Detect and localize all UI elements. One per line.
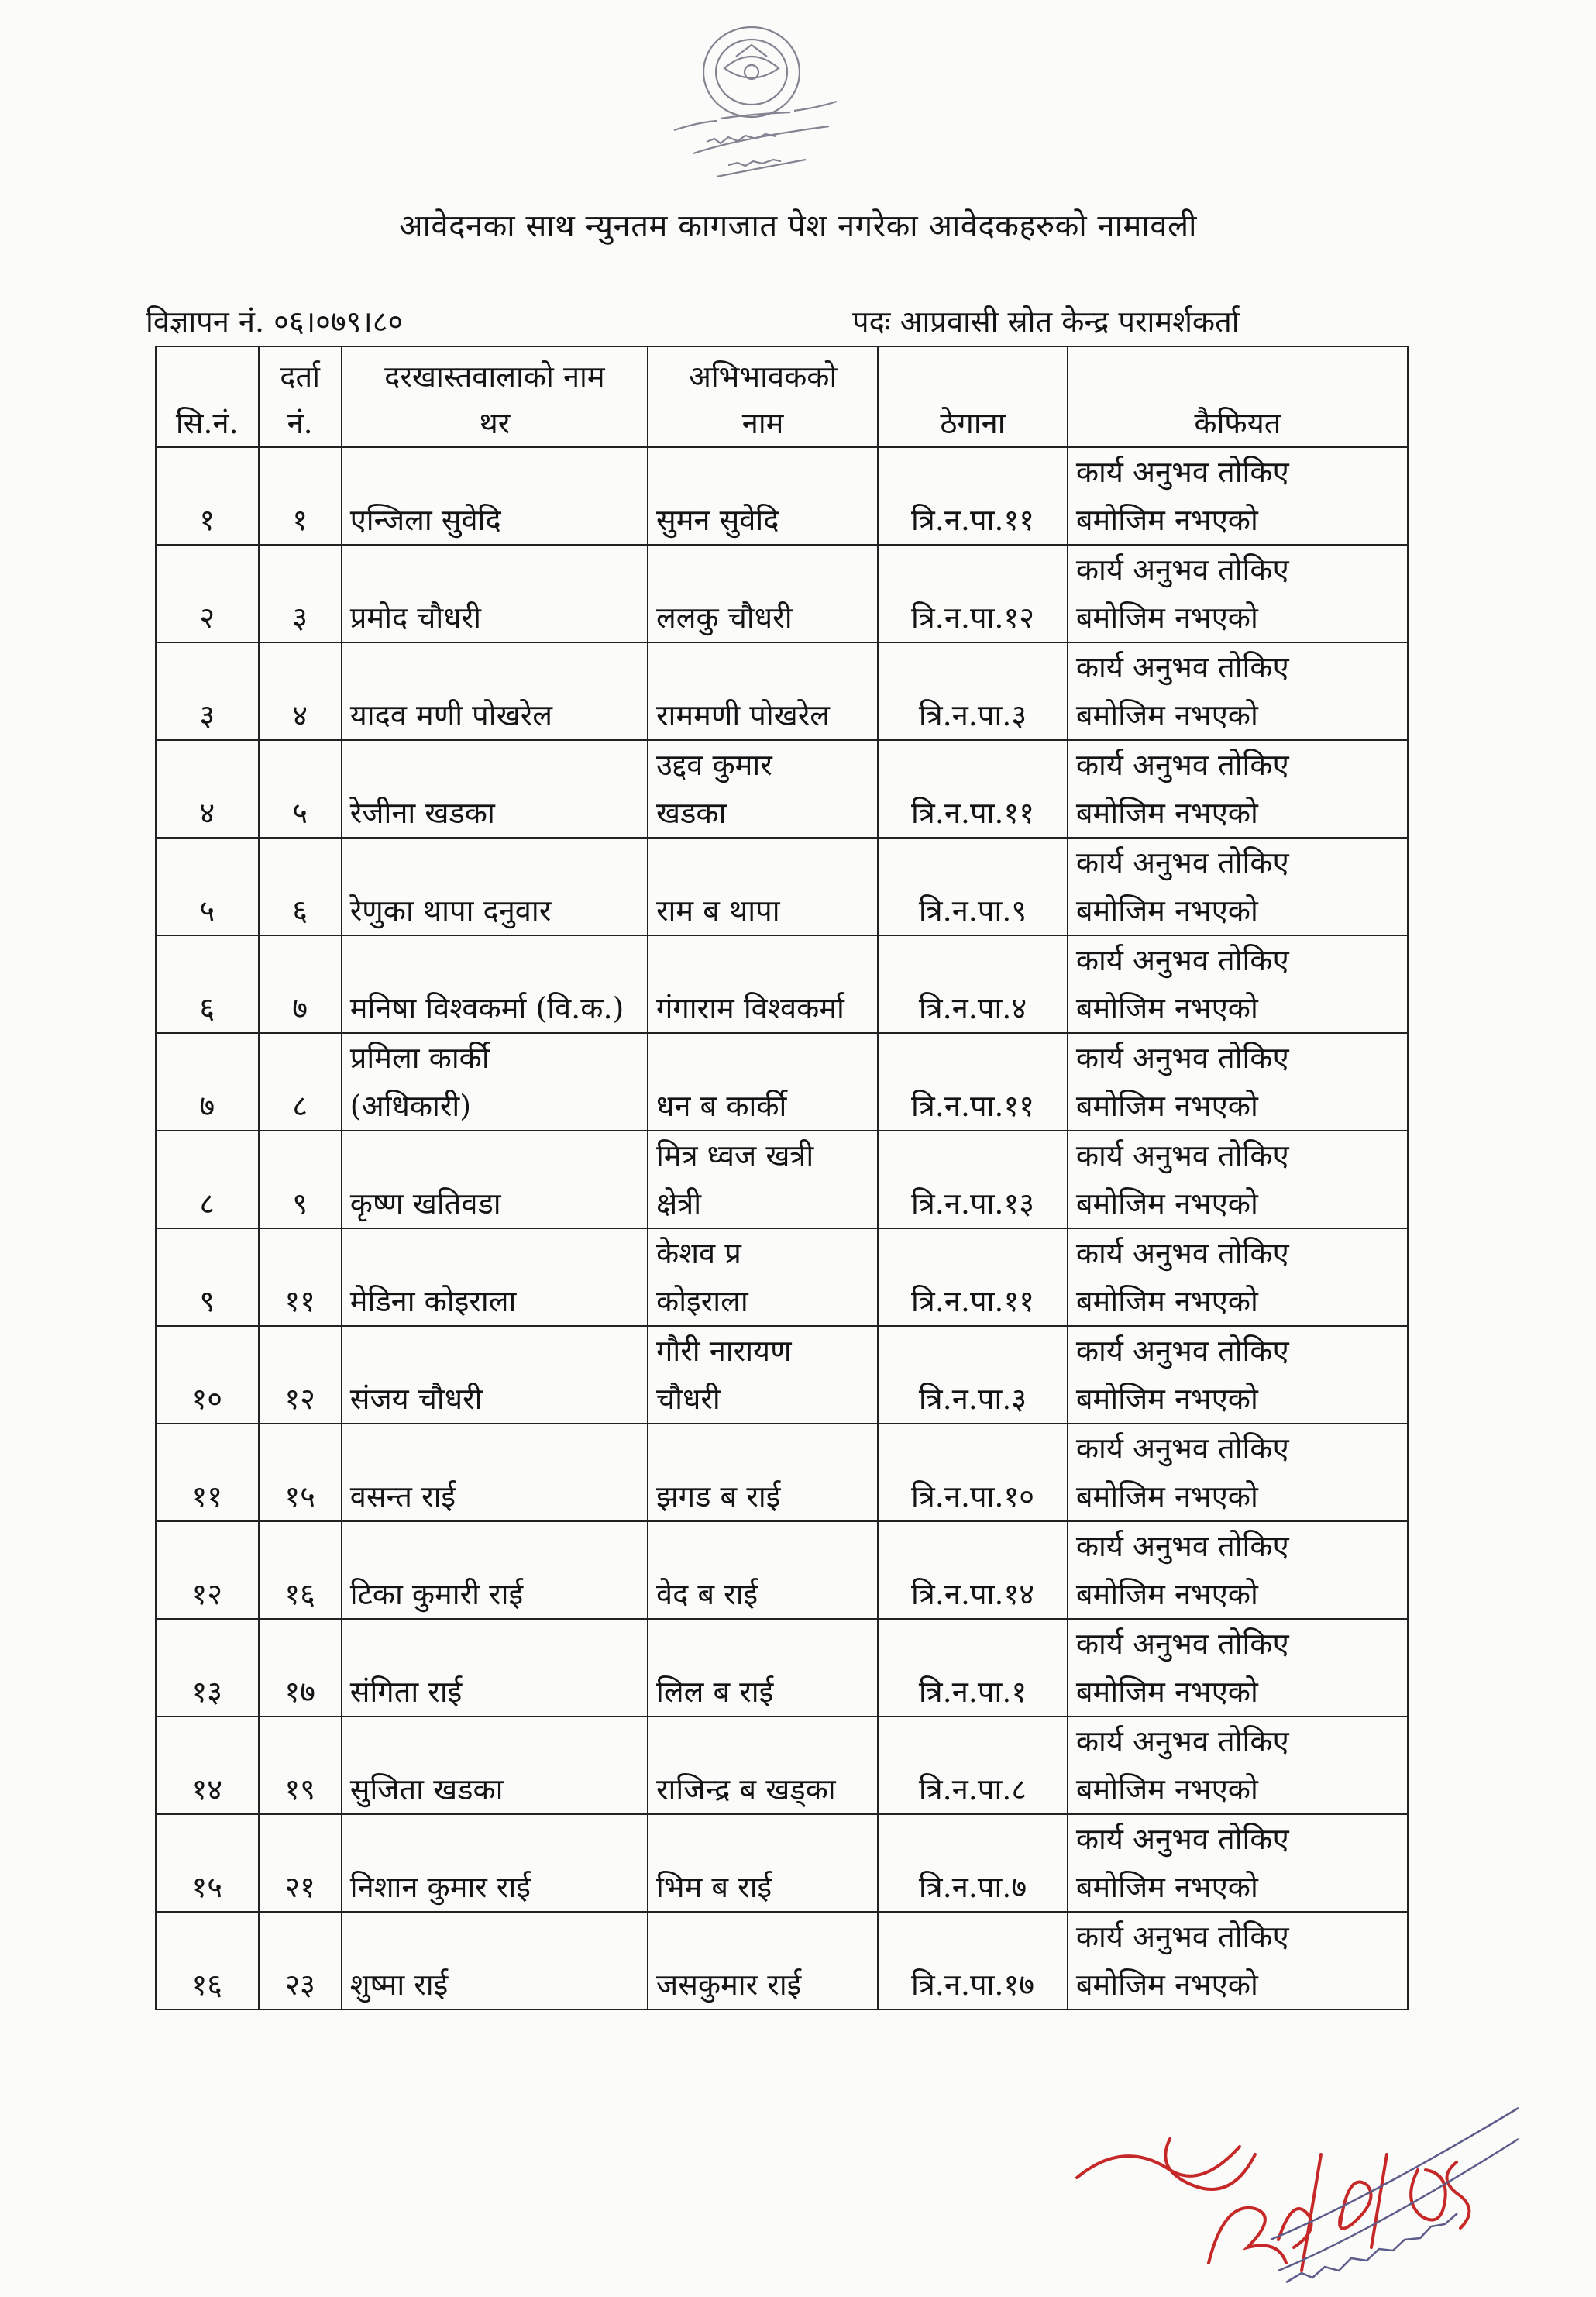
table-row <box>156 1912 1408 2009</box>
cell-applicant-name: शुष्मा राई <box>342 1912 648 2009</box>
cell-applicant-name: एन्जिला सुवेदि <box>342 447 648 545</box>
cell-remarks: कार्य अनुभव तोकिए बमोजिम नभएको <box>1068 1814 1408 1912</box>
cell-sn: ८ <box>156 1131 259 1228</box>
page-title: आवेदनका साथ न्युनतम कागजात पेश नगरेका आवेदकहरुको नामावली <box>399 208 1197 244</box>
cell-remarks: कार्य अनुभव तोकिए बमोजिम नभएको <box>1068 1424 1408 1521</box>
cell-remarks: कार्य अनुभव तोकिए बमोजिम नभएको <box>1068 1619 1408 1717</box>
table-row <box>156 1424 1408 1521</box>
cell-remarks: कार्य अनुभव तोकिए बमोजिम नभएको <box>1068 545 1408 642</box>
cell-applicant-name: प्रमिला कार्की (अधिकारी) <box>342 1033 648 1131</box>
cell-address: त्रि.न.पा.११ <box>878 1228 1068 1326</box>
table-row <box>156 1228 1408 1326</box>
cell-remarks: कार्य अनुभव तोकिए बमोजिम नभएको <box>1068 1033 1408 1131</box>
cell-applicant-name: मनिषा विश्वकर्मा (वि.क.) <box>342 935 648 1033</box>
header-guardian-name: अभिभावकको नाम <box>648 346 878 447</box>
cell-registration-no: १९ <box>259 1717 342 1814</box>
cell-applicant-name: टिका कुमारी राई <box>342 1521 648 1619</box>
table-row <box>156 838 1408 935</box>
advertisement-number: विज्ञापन नं. ०६।०७९।८० <box>146 305 404 339</box>
cell-address: त्रि.न.पा.३ <box>878 642 1068 740</box>
cell-address: त्रि.न.पा.१२ <box>878 545 1068 642</box>
cell-remarks: कार्य अनुभव तोकिए बमोजिम नभएको <box>1068 1131 1408 1228</box>
table-row <box>156 1521 1408 1619</box>
cell-remarks: कार्य अनुभव तोकिए बमोजिम नभएको <box>1068 1912 1408 2009</box>
cell-sn: ६ <box>156 935 259 1033</box>
cell-registration-no: ११ <box>259 1228 342 1326</box>
cell-sn: ११ <box>156 1424 259 1521</box>
header-address: ठेगाना <box>878 346 1068 447</box>
cell-remarks: कार्य अनुभव तोकिए बमोजिम नभएको <box>1068 1326 1408 1424</box>
cell-sn: २ <box>156 545 259 642</box>
table-row <box>156 935 1408 1033</box>
cell-guardian-name: धन ब कार्की <box>648 1033 878 1131</box>
cell-registration-no: ४ <box>259 642 342 740</box>
cell-guardian-name: भिम ब राई <box>648 1814 878 1912</box>
cell-address: त्रि.न.पा.११ <box>878 1033 1068 1131</box>
cell-sn: १४ <box>156 1717 259 1814</box>
cell-applicant-name: वसन्त राई <box>342 1424 648 1521</box>
cell-address: त्रि.न.पा.१४ <box>878 1521 1068 1619</box>
cell-sn: ५ <box>156 838 259 935</box>
cell-remarks: कार्य अनुभव तोकिए बमोजिम नभएको <box>1068 447 1408 545</box>
cell-applicant-name: सुजिता खडका <box>342 1717 648 1814</box>
table-row <box>156 1619 1408 1717</box>
office-seal-stamp <box>643 14 875 223</box>
cell-guardian-name: सुमन सुवेदि <box>648 447 878 545</box>
cell-remarks: कार्य अनुभव तोकिए बमोजिम नभएको <box>1068 838 1408 935</box>
cell-applicant-name: मेडिना कोइराला <box>342 1228 648 1326</box>
table-row <box>156 1717 1408 1814</box>
cell-sn: १० <box>156 1326 259 1424</box>
cell-address: त्रि.न.पा.८ <box>878 1717 1068 1814</box>
cell-remarks: कार्य अनुभव तोकिए बमोजिम नभएको <box>1068 1228 1408 1326</box>
post-title: पदः आप्रवासी स्रोत केन्द्र परामर्शकर्ता <box>852 305 1240 339</box>
cell-address: त्रि.न.पा.९ <box>878 838 1068 935</box>
cell-sn: ४ <box>156 740 259 838</box>
cell-applicant-name: रेजीना खडका <box>342 740 648 838</box>
cell-applicant-name: रेणुका थापा दनुवार <box>342 838 648 935</box>
cell-registration-no: १५ <box>259 1424 342 1521</box>
cell-registration-no: ६ <box>259 838 342 935</box>
cell-applicant-name: यादव मणी पोखरेल <box>342 642 648 740</box>
cell-sn: १५ <box>156 1814 259 1912</box>
handwritten-signature <box>1054 2085 1534 2294</box>
cell-registration-no: ७ <box>259 935 342 1033</box>
table-row <box>156 1814 1408 1912</box>
header-applicant-name: दरखास्तवालाको नाम थर <box>342 346 648 447</box>
cell-registration-no: १७ <box>259 1619 342 1717</box>
applicant-table <box>155 346 1409 2010</box>
cell-remarks: कार्य अनुभव तोकिए बमोजिम नभएको <box>1068 935 1408 1033</box>
cell-guardian-name: उद्दव कुमार खडका <box>648 740 878 838</box>
cell-guardian-name: वेद ब राई <box>648 1521 878 1619</box>
cell-guardian-name: झगड ब राई <box>648 1424 878 1521</box>
cell-address: त्रि.न.पा.१३ <box>878 1131 1068 1228</box>
cell-guardian-name: ललकु चौधरी <box>648 545 878 642</box>
cell-guardian-name: राममणी पोखरेल <box>648 642 878 740</box>
header-registration-no: दर्ता नं. <box>259 346 342 447</box>
cell-address: त्रि.न.पा.११ <box>878 447 1068 545</box>
table-header-row <box>156 346 1408 447</box>
cell-address: त्रि.न.पा.१ <box>878 1619 1068 1717</box>
cell-applicant-name: कृष्ण खतिवडा <box>342 1131 648 1228</box>
cell-address: त्रि.न.पा.४ <box>878 935 1068 1033</box>
cell-registration-no: ३ <box>259 545 342 642</box>
table-row <box>156 1033 1408 1131</box>
table-row <box>156 642 1408 740</box>
cell-sn: ३ <box>156 642 259 740</box>
cell-applicant-name: प्रमोद चौधरी <box>342 545 648 642</box>
cell-address: त्रि.न.पा.७ <box>878 1814 1068 1912</box>
cell-registration-no: १२ <box>259 1326 342 1424</box>
table-row <box>156 740 1408 838</box>
cell-registration-no: ८ <box>259 1033 342 1131</box>
cell-guardian-name: राम ब थापा <box>648 838 878 935</box>
cell-remarks: कार्य अनुभव तोकिए बमोजिम नभएको <box>1068 642 1408 740</box>
cell-applicant-name: संगिता राई <box>342 1619 648 1717</box>
cell-applicant-name: निशान कुमार राई <box>342 1814 648 1912</box>
cell-registration-no: २१ <box>259 1814 342 1912</box>
cell-guardian-name: जसकुमार राई <box>648 1912 878 2009</box>
table-row <box>156 1326 1408 1424</box>
cell-sn: १३ <box>156 1619 259 1717</box>
cell-guardian-name: गंगाराम विश्वकर्मा <box>648 935 878 1033</box>
cell-registration-no: १ <box>259 447 342 545</box>
cell-sn: ७ <box>156 1033 259 1131</box>
cell-guardian-name: गौरी नारायण चौधरी <box>648 1326 878 1424</box>
cell-registration-no: १६ <box>259 1521 342 1619</box>
cell-remarks: कार्य अनुभव तोकिए बमोजिम नभएको <box>1068 1521 1408 1619</box>
cell-registration-no: ५ <box>259 740 342 838</box>
cell-address: त्रि.न.पा.१७ <box>878 1912 1068 2009</box>
table-row <box>156 447 1408 545</box>
header-remarks: कैफियत <box>1068 346 1408 447</box>
cell-sn: १६ <box>156 1912 259 2009</box>
cell-guardian-name: केशव प्र कोइराला <box>648 1228 878 1326</box>
cell-address: त्रि.न.पा.३ <box>878 1326 1068 1424</box>
cell-address: त्रि.न.पा.१० <box>878 1424 1068 1521</box>
cell-registration-no: २३ <box>259 1912 342 2009</box>
cell-guardian-name: राजिन्द्र ब खड्का <box>648 1717 878 1814</box>
table-row <box>156 545 1408 642</box>
cell-remarks: कार्य अनुभव तोकिए बमोजिम नभएको <box>1068 1717 1408 1814</box>
table-row <box>156 1131 1408 1228</box>
cell-applicant-name: संजय चौधरी <box>342 1326 648 1424</box>
cell-sn: १ <box>156 447 259 545</box>
cell-guardian-name: मित्र ध्वज खत्री क्षेत्री <box>648 1131 878 1228</box>
cell-sn: १२ <box>156 1521 259 1619</box>
cell-address: त्रि.न.पा.११ <box>878 740 1068 838</box>
header-sn: सि.नं. <box>156 346 259 447</box>
cell-registration-no: ९ <box>259 1131 342 1228</box>
cell-guardian-name: लिल ब राई <box>648 1619 878 1717</box>
cell-sn: ९ <box>156 1228 259 1326</box>
cell-remarks: कार्य अनुभव तोकिए बमोजिम नभएको <box>1068 740 1408 838</box>
